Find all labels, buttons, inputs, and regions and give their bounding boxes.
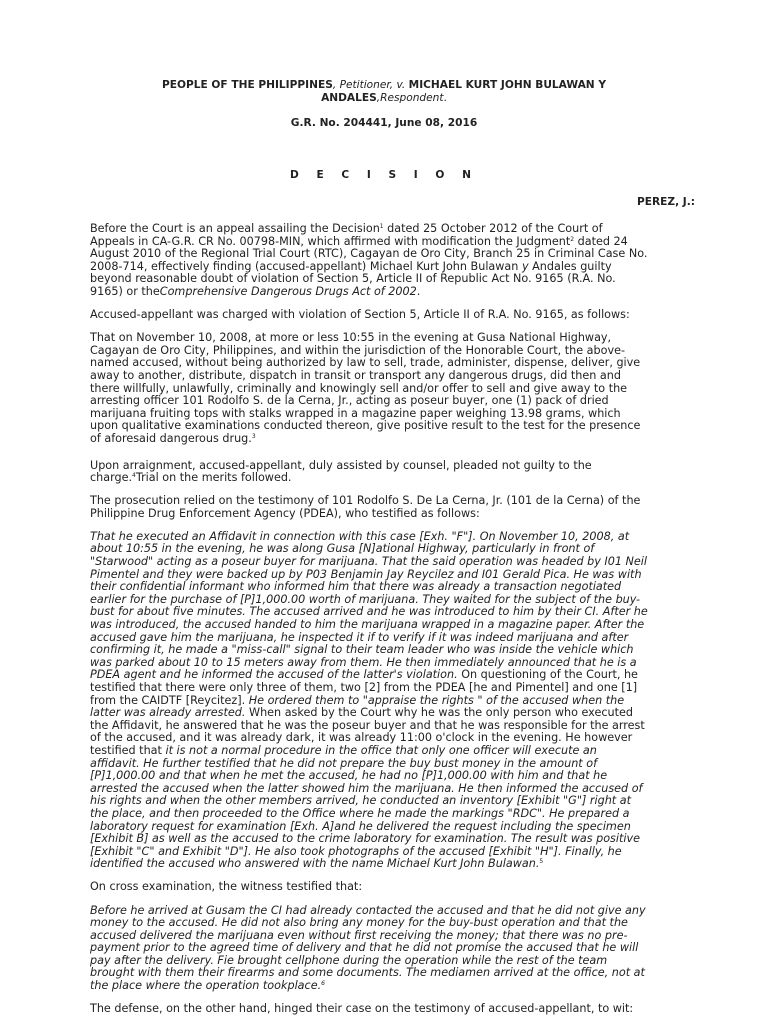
gr-number: G.R. No. 204441, June 08, 2016 [290, 117, 478, 129]
paragraph-testimony: That he executed an Affidavit in connection with this case [Exh. "F"]. On November 10, 2008, at about 10:55 in the evening, he was along Gusa [N]ational Highway, particularly in front of "Starwood" acting as a poseur buyer for marijuana. That the said operation was headed by I01 Neil Pimentel and they were backed up by P03 Benjamin Jay Reycilez and I01 Gerald Pica. He was with their confidential informant who informed him that there was already a transaction negotiated earlier for the purchase of [P]1,000.00 worth of marijuana. They waited for the subject of the buy-bust for about five minutes. The accused arrived and he was introduced to him by their CI. After he was introduced, the accused handed to him the marijuana wrapped in a magazine paper. After the accused gave him the marijuana, he inspected it if to verify if it was indeed marijuana and after confirming it, he made a "miss-call" signal to their team leader who was inside the vehicle which was parked about 10 to 15 meters away from them. He then immediately announced that he is a PDEA agent and he informed the accused of the latter's violation. On questioning of the Court, he testified that there were only three of them, two [2] from the PDEA [he and Pimentel] and one [1] from the CAIDTF [Reycitez]. He ordered them to "appraise the rights " of the accused when the latter was already arrested. When asked by the Court why he was the only person who executed the Affidavit, he answered that he was the poseur buyer and that he was responsible for the arrest of the accused, and it was already dark, it was already 11:00 o'clock in the evening. He however testified that it is not a normal procedure in the office that only one officer will execute an affidavit. He further testified that he did not prepare the buy bust money in the amount of [P]1,000.00 and that when he met the accused, he had no [P]1,000.00 with him and that he arrested the accused when the latter showed him the marijuana. He then informed the accused of his rights and when the other members arrived, he conducted an inventory [Exhibit "G"] right at the place, and then proceeded to the Office where he made the markings "RDC". He prepared a laboratory request for examination [Exh. A]and he delivered the request including the specimen [Exhibit B] as well as the accused to the crime laboratory for examination. The result was positive [Exhibit "C" and Exhibit "D"]. He also took photographs of the accused [Exhibit "H"]. Finally, he identified the accused who answered with the name Michael Kurt John Bulawan.$^5$ [90, 529, 648, 871]
paragraph-arraignment: Upon arraignment, accused-appellant, duly assisted by counsel, pleaded not guilty to the charge.$^4$Trial on the merits followed. [90, 458, 592, 485]
paragraph-intro: Before the Court is an appeal assailing the Decision$^1$ dated 25 October 2012 of the Court of Appeals in CA-G.R. CR No. 00798-MIN, which affirmed with modification the Judgment$^2$ dated 24 August 2010 of the Regional Trial Court (RTC), Cagayan de Oro City, Branch 25 in Criminal Case No. 2008-714, effectively finding (accused-appellant) Michael Kurt John Bulawan y Andales guilty beyond reasonable doubt of violation of Section 5, Article II of Republic Act No. 9165 (R.A. No. 9165) or theComprehensive Dangerous Drugs Act of 2002. [90, 222, 648, 298]
paragraph-cross-examination: Before he arrived at Gusam the CI had already contacted the accused and that he did not give any money to the accused. He did not also bring any money for the buy-bust operation and that the accused delivered the marijuana even without first receiving the money; that there was no pre-payment prior to the agreed time of delivery and that he did not promise the accused that he will pay after the delivery. Fie brought cellphone during the operation while the rest of the team brought with them their firearms and some documents. The mediamen arrived at the office, not at the place where the operation tookplace.$^6$ [90, 903, 646, 993]
versus: , v. [389, 79, 409, 91]
petitioner-name: PEOPLE OF THE PHILIPPINES [161, 79, 333, 91]
footnote-ref: 3 [251, 432, 256, 440]
paragraph-charge-intro: Accused-appellant was charged with violation of Section 5, Article II of R.A. No. 9165, as follows: [90, 308, 630, 322]
decision-body [90, 223, 650, 1026]
case-caption: PEOPLE OF THE PHILIPPINES, Petitioner, v. MICHAEL KURT JOHN BULAWAN Y ANDALES,Respondent. [161, 79, 607, 104]
paragraph-information: That on November 10, 2008, at more or less 10:55 in the evening at Gusa National Highway, Cagayan de Oro City, Philippines, and within the jurisdiction of the Honorable Court, the above-named accused, without being authorized by law to sell, trade, administer, dispense, deliver, give away to another, distribute, dispatch in transit or transport any dangerous drugs, did then and there willfully, unlawfully, criminally and knowingly sell and/or offer to sell and give away to the arresting officer 101 Rodolfo S. de la Cerna, Jr., acting as poseur buyer, one (1) pack of dried marijuana fruiting tops with stalks wrapped in a magazine paper weighing 13.98 grams, which upon qualitative examinations conducted thereon, give positive result to the test for the presence of aforesaid dangerous drug.$^3$ [90, 331, 641, 445]
paragraph-prosecution: The prosecution relied on the testimony of 101 Rodolfo S. De La Cerna, Jr. (101 de la Cerna) of the Philippine Drug Enforcement Agency (PDEA), who testified as follows: [90, 494, 641, 520]
decision-heading: D E C I S I O N [289, 169, 478, 181]
footnote-ref: 1 [379, 223, 384, 230]
footnote-ref: 5 [539, 858, 544, 866]
paragraph-defense: The defense, on the other hand, hinged their case on the testimony of accused-appellant, to wit: [90, 1002, 634, 1016]
footnote-ref: 2 [570, 235, 575, 243]
ponente: PEREZ, J.: [637, 196, 695, 208]
respondent-name: MICHAEL KURT JOHN BULAWAN Y ANDALES [321, 79, 607, 104]
respondent-role: ,Respondent [376, 91, 444, 104]
paragraph-cross-intro: On cross examination, the witness testified that: [90, 880, 363, 894]
petitioner-role: , Petitioner [332, 79, 390, 91]
footnote-ref: 4 [132, 472, 136, 480]
footnote-ref: 6 [321, 980, 325, 988]
